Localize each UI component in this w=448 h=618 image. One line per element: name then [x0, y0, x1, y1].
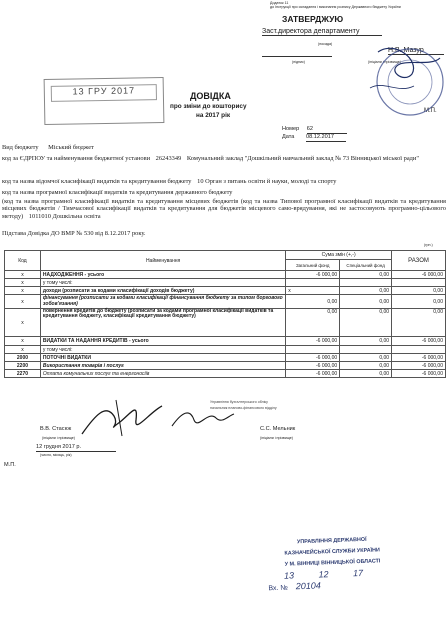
- col-total-header: РАЗОМ: [392, 251, 446, 271]
- document-title: ДОВІДКА: [190, 91, 231, 101]
- changes-table: [4, 250, 446, 378]
- approval-signer-name: Н.В. Мазур: [388, 47, 444, 55]
- program-line: код та назва програмної класифікації видатків та кредитування державного бюджету: [2, 189, 233, 196]
- approval-sign-line: [262, 55, 332, 57]
- table-row: 2000 ПОТОЧНІ ВИДАТКИ -6 000,00 0,00 -6 000,00: [5, 354, 446, 362]
- right-signature: [168, 404, 238, 434]
- table-row: x доходи (розписати за кодами класифікації доходів бюджету) x 0,00 0,00: [5, 287, 446, 295]
- institution-label: код за ЄДРПОУ та найменування бюджетної установи: [2, 155, 151, 162]
- budget-type-value: Міський бюджет: [48, 144, 94, 151]
- department-line: [2, 178, 442, 185]
- col-name-header: Найменування: [40, 251, 285, 271]
- treasury-in-number: 20104: [295, 580, 321, 592]
- signature-stamp-place: М.П.: [4, 462, 16, 468]
- table-row: x повернення кредитів до бюджету (розписати за кодами програмної класифікації видатків та кредитування бюджету, класифікації кредитування бюджету) 0,00 0,00 0,00: [5, 309, 446, 337]
- signature-date-caption: (число, місяць, рік): [40, 453, 72, 457]
- right-org-line2: начальник планово-фінансового відділу: [210, 406, 277, 410]
- approval-round-stamp: [340, 30, 448, 120]
- right-org-line1: Управління бухгалтерського обліку: [210, 400, 268, 404]
- treasury-year: 17: [352, 567, 364, 579]
- treasury-line2: КАЗНАЧЕЙСЬКОЇ СЛУЖБИ УКРАЇНИ: [284, 547, 380, 557]
- col-code-header: Код: [5, 251, 41, 271]
- doc-date-label: Дата: [282, 134, 295, 140]
- appendix-note: Додаток 11 до Інструкції про складання і виконання розпису Державного бюджету України: [270, 1, 401, 9]
- col-general-header: Загальний фонд: [286, 260, 340, 271]
- document-year: на 2017 рік: [196, 112, 231, 119]
- left-signature: [76, 394, 166, 444]
- table-row: 2200 Використання товарів і послуг -6 000,00 0,00 -6 000,00: [5, 362, 446, 370]
- treasury-stamp: [247, 535, 420, 617]
- col-sum-header: Сума змін (+,-): [286, 251, 392, 260]
- local-program-label: (код та назва програмної класифікації видатків та кредитування місцевих бюджетів (код та назва Типової програмної класифікації видатків та кредитування місцевих бюджетів / Тимчасової класифікації видатків та кредитування для бюджетів місцевого само-врядування, які не застосовують програмно-цільового методу): [2, 198, 446, 220]
- table-row: x ВИДАТКИ ТА НАДАННЯ КРЕДИТІВ - усього -6 000,00 0,00 -6 000,00: [5, 337, 446, 346]
- table-units: (грн.): [424, 243, 433, 247]
- right-signer-name: С.С. Мельник: [260, 426, 296, 432]
- department-value: 10 Орган з питань освіти й науки, молоді та спорту: [197, 178, 337, 185]
- treasury-month: 12: [318, 569, 329, 580]
- department-label: код та назва відомчої класифікації видатків та кредитування бюджету: [2, 178, 192, 185]
- col-special-header: Спеціальний фонд: [340, 260, 392, 271]
- signature-date: 12 грудня 2017 р.: [36, 444, 116, 452]
- treasury-day: 13: [283, 570, 295, 581]
- left-signer-name: В.В. Стасюк: [40, 426, 72, 432]
- treasury-line1: УПРАВЛІННЯ ДЕРЖАВНОЇ: [296, 536, 367, 546]
- doc-date: [282, 134, 346, 142]
- approval-name-caption: (ініціали і прізвище): [368, 60, 401, 64]
- document-subtitle: про зміни до кошторису: [170, 103, 247, 110]
- approval-stamp-place: М.П.: [424, 108, 437, 114]
- institution-name: Комунальний заклад "Дошкільний навчальний заклад № 73 Вінницької міської ради": [186, 155, 419, 162]
- table-row: 2270 Оплата комунальних послуг та енергоносіїв -6 000,00 0,00 -6 000,00: [5, 370, 446, 378]
- treasury-line3: У М. ВІННИЦІ ВІННИЦЬКОЇ ОБЛАСТІ: [284, 558, 381, 568]
- table-row: x фінансування (розписати за кодами класифікації фінансування бюджету за типом боргового зобов'язання) 0,00 0,00 0,00: [5, 295, 446, 309]
- table-row: x у тому числі:: [5, 346, 446, 354]
- left-signer-caption: (ініціали і прізвище): [42, 436, 75, 440]
- budget-type-label: Вид бюджету: [2, 144, 39, 151]
- approval-sign-caption: (підпис): [292, 60, 305, 64]
- local-program-value: 1011010 Дошкільна освіта: [28, 212, 101, 220]
- registration-date: 13 ГРУ 2017: [51, 84, 157, 102]
- treasury-in-label: Вх. №: [268, 584, 289, 593]
- approval-position-caption: (посада): [318, 42, 333, 46]
- table-row: x у тому числі:: [5, 279, 446, 287]
- approval-title: ЗАТВЕРДЖУЮ: [282, 14, 344, 24]
- local-program-line: [2, 198, 446, 220]
- institution-code: 26243349: [155, 155, 182, 162]
- doc-number-value: 62: [307, 126, 347, 134]
- doc-number-label: Номер: [282, 126, 300, 132]
- institution-line: [2, 155, 442, 162]
- table-row: x НАДХОДЖЕННЯ - усього -6 000,00 0,00 -6 000,00: [5, 271, 446, 279]
- registration-stamp: [44, 77, 165, 125]
- right-signer-caption: (ініціали і прізвище): [260, 436, 293, 440]
- doc-date-value: 08.12.2017: [306, 134, 346, 142]
- basis-line: Підстава Довідка ДО ВМР № 530 від 8.12.2017 року.: [2, 230, 146, 237]
- doc-number: [282, 126, 347, 134]
- budget-type: [2, 144, 442, 151]
- approval-position: Заст.директора департаменту: [262, 28, 382, 36]
